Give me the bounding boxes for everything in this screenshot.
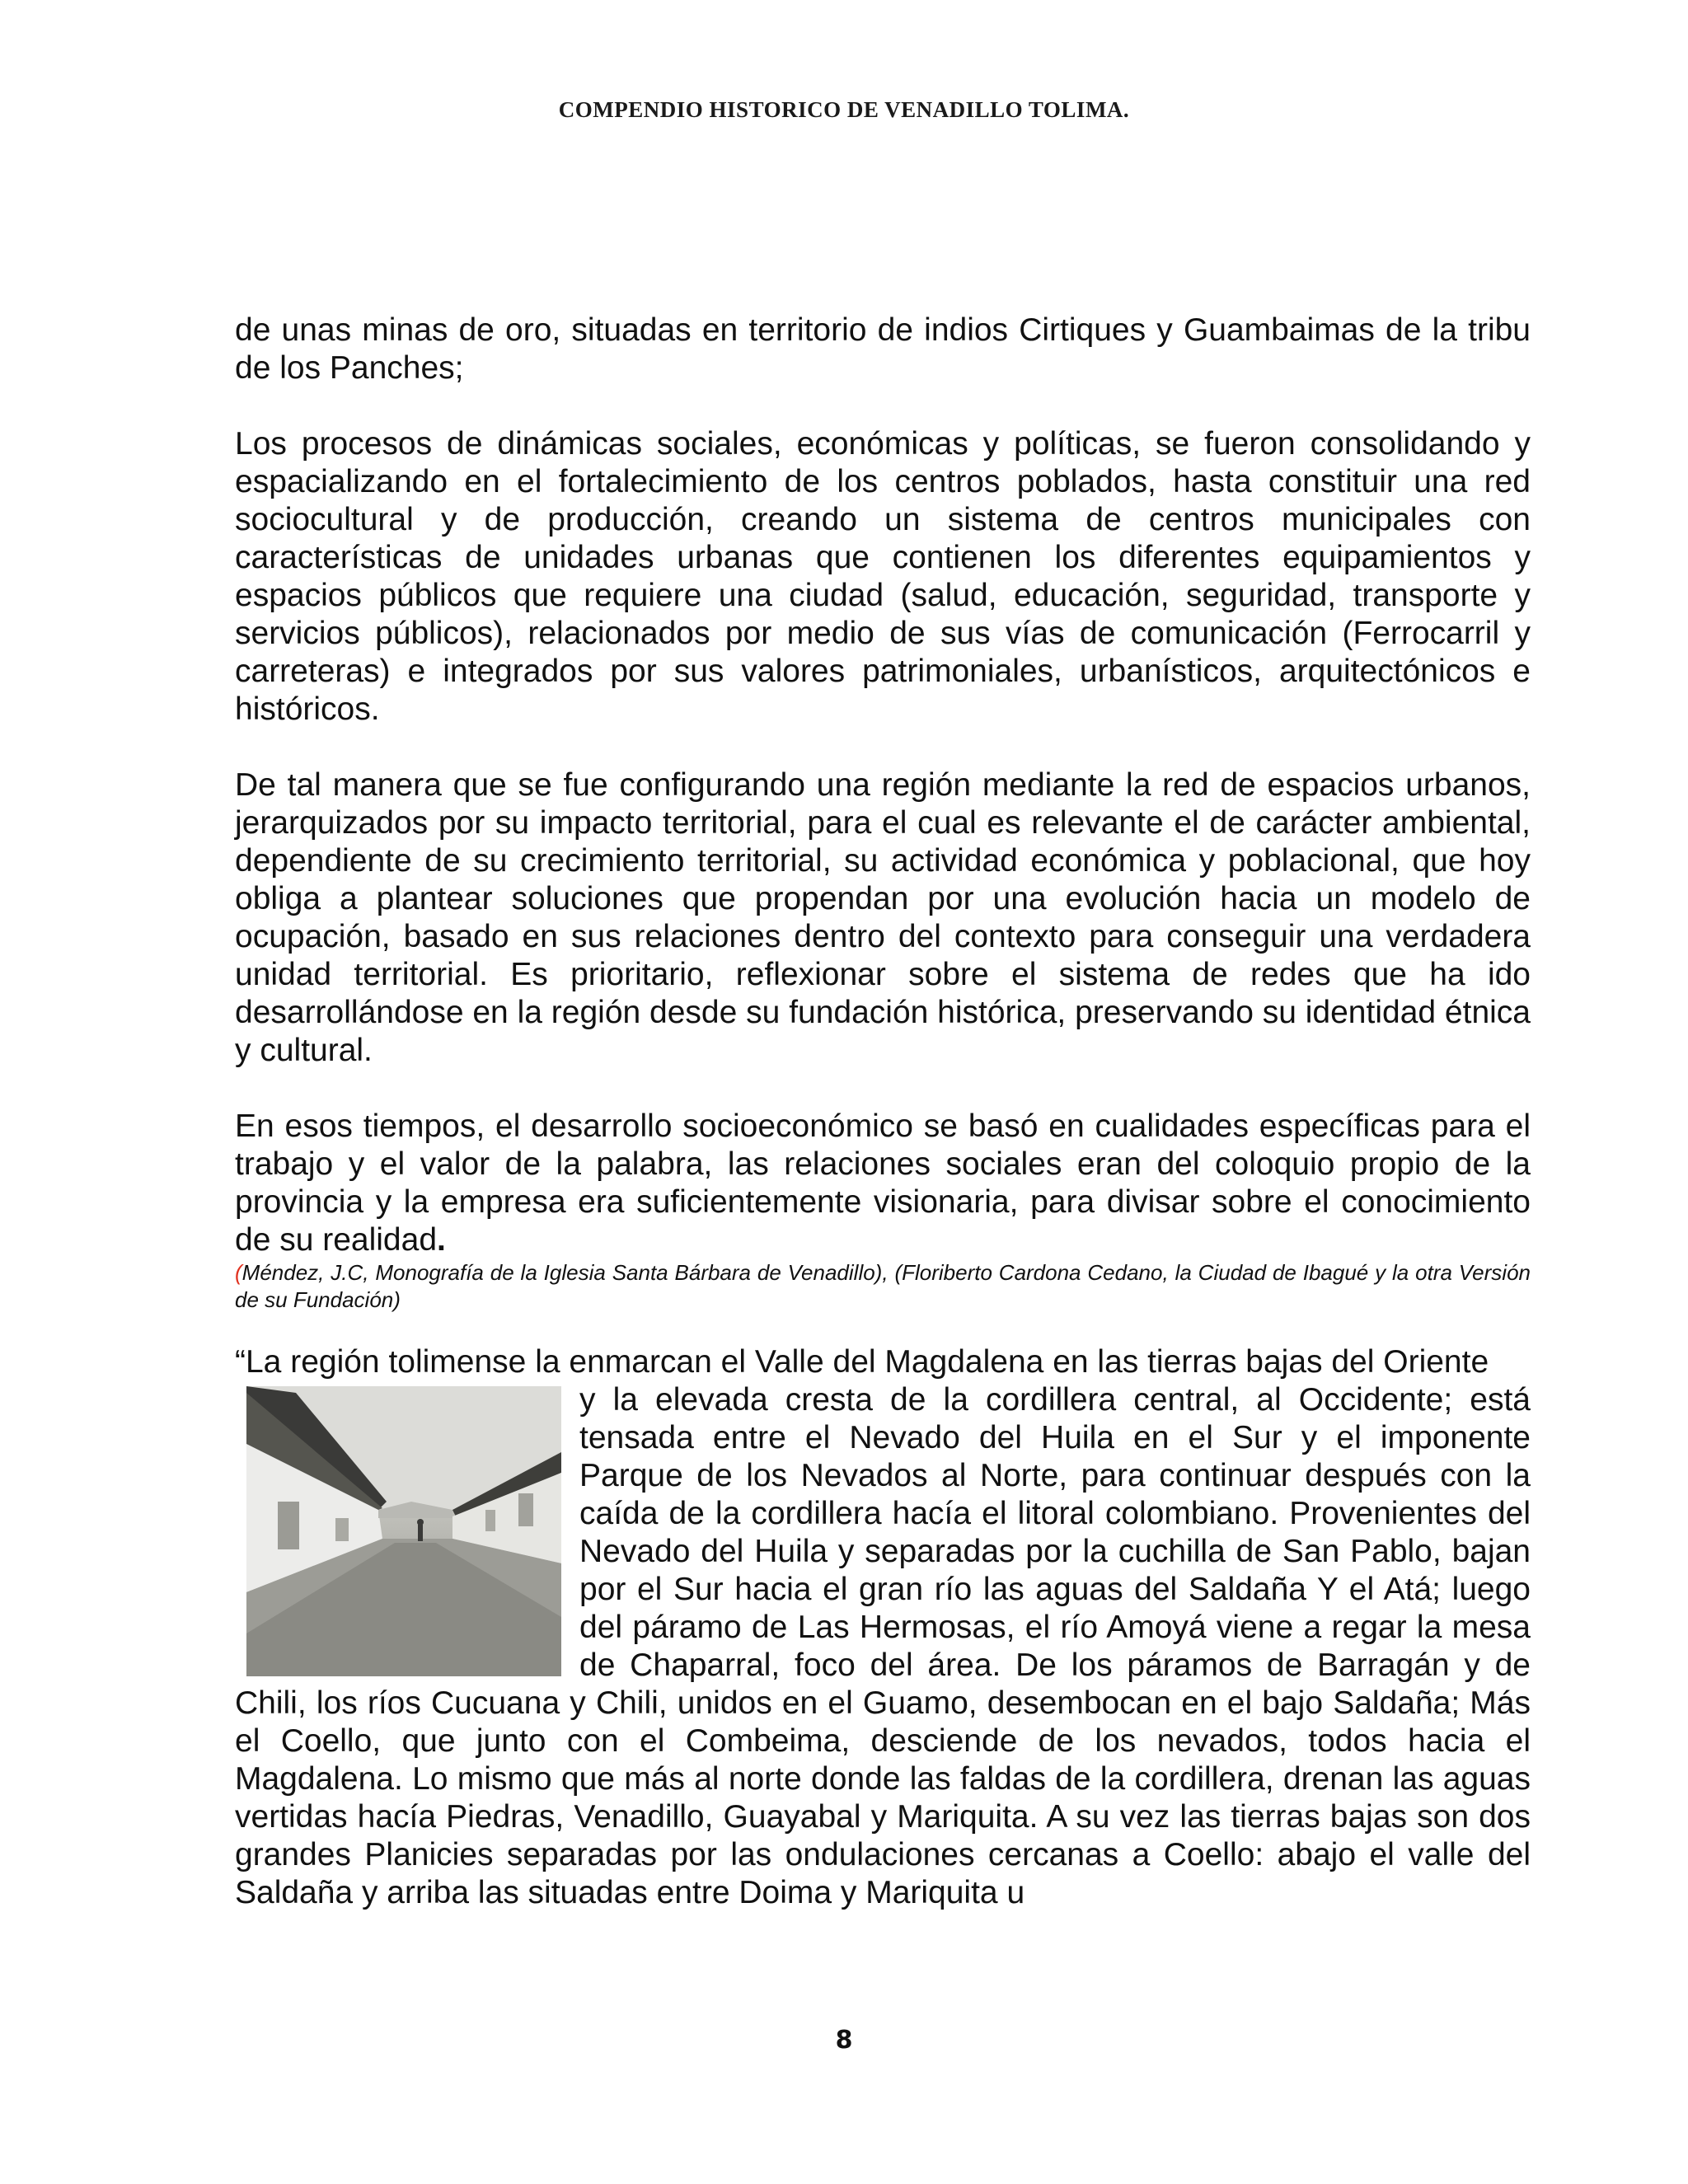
- paragraph-minas: de unas minas de oro, situadas en territorio de indios Cirtiques y Guambaimas de la tribu de los Panches;: [235, 312, 1531, 386]
- paragraph-desarrollo: [235, 1108, 1531, 1259]
- paragraph-region: De tal manera que se fue configurando una región mediante la red de espacios urbanos, jerarquizados por su impacto territorial, para el cual es relevante el de carácter ambiental, dependiente de su crecimiento territorial, su actividad económica y poblacional, que hoy obliga a plantear soluciones que propendan por una evolución hacia un modelo de ocupación, basado en sus relaciones dentro del contexto para conseguir una verdadera unidad territorial. Es prioritario, reflexionar sobre el sistema de redes que ha ido desarrollándose en la región desde su fundación histórica, preservando su identidad étnica y cultural.: [235, 767, 1531, 1068]
- body-text: [235, 312, 1531, 1912]
- paragraph-quote-lead: “La región tolimense la enmarcan el Valle del Magdalena en las tierras bajas del Oriente: [235, 1344, 1489, 1380]
- street-photo: [246, 1386, 561, 1676]
- page-number: 8: [835, 2026, 853, 2055]
- running-header: COMPENDIO HISTORICO DE VENADILLO TOLIMA.: [558, 97, 1130, 122]
- citation: [235, 1259, 1531, 1314]
- citation-open-paren: (: [235, 1260, 242, 1285]
- citation-text: Méndez, J.C, Monografía de la Iglesia Santa Bárbara de Venadillo), (Floriberto Cardona Cedano, la Ciudad de Ibagué y la otra Versión de su Fundación): [235, 1260, 1531, 1312]
- paragraph-quote-body: y la elevada cresta de la cordillera central, al Occidente; está tensada entre el Nevado del Huila en el Sur y el imponente Parque de los Nevados al Norte, para continuar después con la caída de la cordillera hacía el litoral colombiano. Provenientes del Nevado del Huila y separadas por la cuchilla de San Pablo, bajan por el Sur hacia el gran río las aguas del Saldaña Y el Atá; luego del páramo de Las Hermosas, el río Amoyá viene a regar la mesa de Chaparral, foco del área. De los páramos de Barragán y de Chili, los ríos Cucuana y Chili, unidos en el Guamo, desembocan en el bajo Saldaña; Más el Coello, que junto con el Combeima, desciende de los nevados, todos hacia el Magdalena. Lo mismo que más al norte donde las faldas de la cordillera, drenan las aguas vertidas hacía Piedras, Venadillo, Guayabal y Mariquita. A su vez las tierras bajas son dos grandes Planicies separadas por las ondulaciones cercanas a Coello: abajo el valle del Saldaña y arriba las situadas entre Doima y Mariquita u: [235, 1382, 1531, 1910]
- paragraph-procesos: Los procesos de dinámicas sociales, económicas y políticas, se fueron consolidando y espacializando en el fortalecimiento de los centros poblados, hasta constituir una red sociocultural y de producción, creando un sistema de centros municipales con características de unidades urbanas que contienen los diferentes equipamientos y espacios públicos que requiere una ciudad (salud, educación, seguridad, transporte y servicios públicos), relacionados por medio de sus vías de comunicación (Ferrocarril y carreteras) e integrados por sus valores patrimoniales, urbanísticos, arquitectónicos e históricos.: [235, 426, 1531, 727]
- bold-period: .: [437, 1222, 446, 1258]
- paragraph-desarrollo-text: En esos tiempos, el desarrollo socioeconómico se basó en cualidades específicas para el trabajo y el valor de la palabra, las relaciones sociales eran del coloquio propio de la provincia y la empresa era suficientemente visionaria, para divisar sobre el conocimiento de su realidad: [235, 1108, 1531, 1258]
- street-photo-drawing: [246, 1386, 561, 1676]
